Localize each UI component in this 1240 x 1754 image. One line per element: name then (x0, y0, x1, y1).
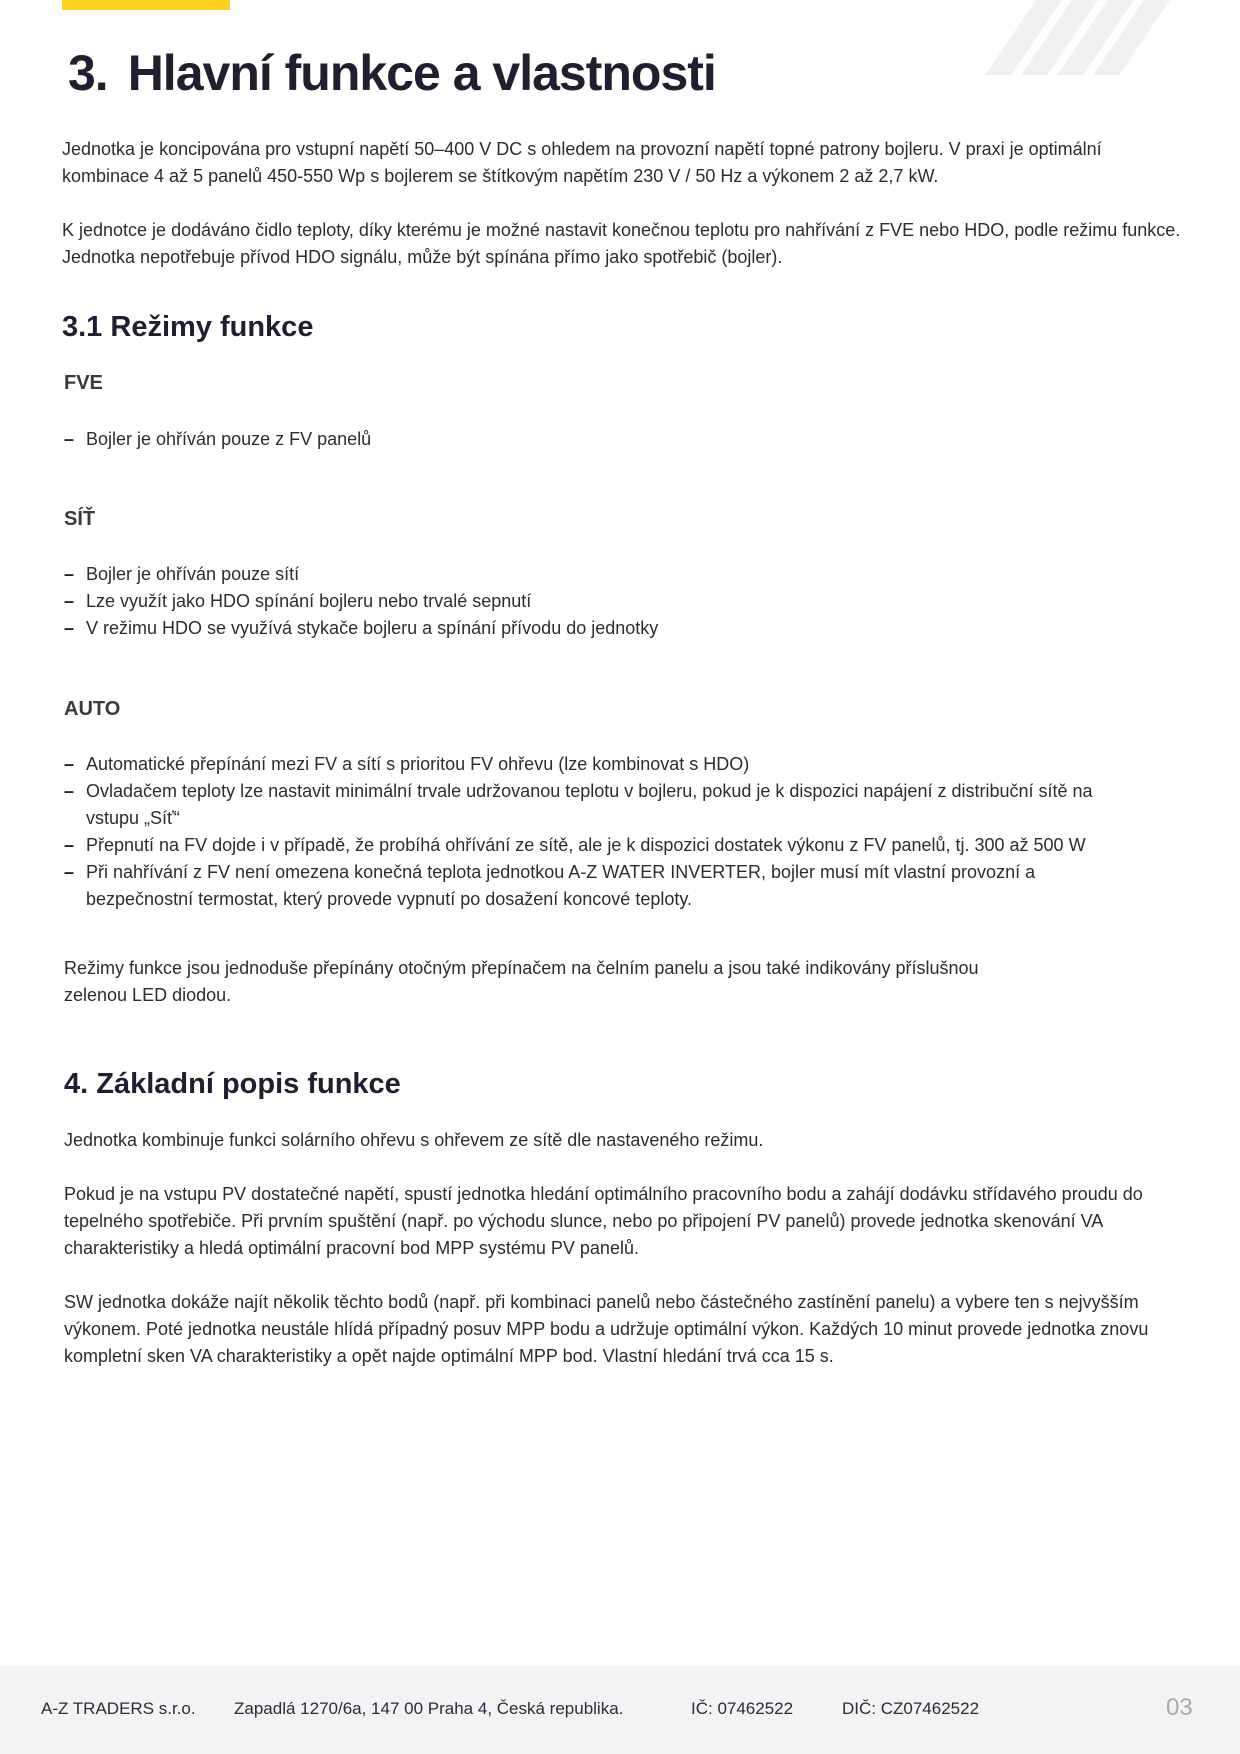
list-item: – Bojler je ohříván pouze z FV panelů (64, 426, 1184, 453)
list-item: – Automatické přepínání mezi FV a sítí s prioritou FV ohřevu (lze kombinovat s HDO) (64, 751, 1154, 778)
dash-bullet-icon: – (64, 618, 75, 638)
footer-company: A-Z TRADERS s.r.o. (41, 1699, 196, 1718)
intro-paragraph-1: Jednotka je koncipována pro vstupní napětí 50–400 V DC s ohledem na provozní napětí topné patrony bojleru. V praxi je optimální kombinace 4 až 5 panelů 450-550 Wp s bojlerem se štítkovým napětím 230 V / 50 Hz a výkonem 2 až 2,7 kW. (62, 139, 1102, 186)
list-item: – Při nahřívání z FV není omezena konečná teplota jednotkou A-Z WATER INVERTER, bojler musí mít vlastní provozní a bezpečnostní termostat, který provede vypnutí po dosažení koncové teploty. (64, 859, 1154, 913)
mode-list-sit (64, 561, 1184, 642)
section-4-paragraph-1: Jednotka kombinuje funkci solárního ohřevu s ohřevem ze sítě dle nastaveného režimu. (64, 1130, 764, 1150)
section-title: Hlavní funkce a vlastnosti (127, 45, 716, 101)
dash-bullet-icon: – (64, 835, 75, 855)
page-title (68, 44, 716, 102)
section-4-paragraph-3: SW jednotka dokáže najít několik těchto bodů (např. při kombinaci panelů nebo částečného zastínění panelu) a vybere ten s nejvyšším výkonem. Poté jednotka neustále hlídá případný posuv MPP bodu a udržuje optimální výkon. Každých 10 minut provede jednotka znovu kompletní sken VA charakteristiky a opět najde optimální MPP bod. Vlastní hledání trvá cca 15 s. (64, 1292, 1149, 1366)
footer-dic: DIČ: CZ07462522 (842, 1699, 980, 1718)
section-number: 3. (68, 45, 108, 101)
dash-bullet-icon: – (64, 429, 75, 449)
page-number: 03 (1166, 1694, 1193, 1721)
mode-heading-fve: FVE (64, 372, 103, 394)
dash-bullet-icon: – (64, 754, 75, 774)
list-item: – V režimu HDO se využívá stykače bojleru a spínání přívodu do jednotky (64, 615, 1184, 642)
footer-ic: IČ: 07462522 (691, 1699, 794, 1718)
footer-address: Zapadlá 1270/6a, 147 00 Praha 4, Česká republika. (234, 1699, 624, 1718)
list-item: – Přepnutí na FV dojde i v případě, že probíhá ohřívání ze sítě, ale je k dispozici dostatek výkonu z FV panelů, tj. 300 až 500 W (64, 832, 1154, 859)
section-3-1-title: 3.1 Režimy funkce (62, 311, 314, 343)
dash-bullet-icon: – (64, 591, 75, 611)
intro-paragraph-2: K jednotce je dodáváno čidlo teploty, díky kterému je možné nastavit konečnou teplotu pro nahřívání z FVE nebo HDO, podle režimu funkce. Jednotka nepotřebuje přívod HDO signálu, může být spínána přímo jako spotřebič (bojler). (62, 220, 1181, 267)
mode-list-fve (64, 426, 1184, 453)
decorative-stripes-icon (985, 0, 1170, 75)
dash-bullet-icon: – (64, 781, 75, 801)
list-item: – Lze využít jako HDO spínání bojleru nebo trvalé sepnutí (64, 588, 1184, 615)
dash-bullet-icon: – (64, 564, 75, 584)
modes-note-paragraph: Režimy funkce jsou jednoduše přepínány otočným přepínačem na čelním panelu a jsou také indikovány příslušnou zelenou LED diodou. (64, 958, 979, 1005)
section-4-title: 4. Základní popis funkce (64, 1068, 401, 1100)
mode-heading-auto: AUTO (64, 698, 121, 720)
page-footer (0, 1666, 1240, 1754)
accent-bar (62, 0, 230, 10)
dash-bullet-icon: – (64, 862, 75, 882)
mode-heading-sit: SÍŤ (64, 508, 96, 530)
list-item: – Bojler je ohříván pouze sítí (64, 561, 1184, 588)
list-item: – Ovladačem teploty lze nastavit minimální trvale udržovanou teplotu v bojleru, pokud je k dispozici napájení z distribuční sítě na vstupu „Síť“ (64, 778, 1154, 832)
mode-list-auto (64, 751, 1154, 913)
section-4-paragraph-2: Pokud je na vstupu PV dostatečné napětí, spustí jednotka hledání optimálního pracovního bodu a zahájí dodávku střídavého proudu do tepelného spotřebiče. Při prvním spuštění (např. po východu slunce, nebo po připojení PV panelů) provede jednotka skenování VA charakteristiky a hledá optimální pracovní bod MPP systému PV panelů. (64, 1184, 1143, 1258)
